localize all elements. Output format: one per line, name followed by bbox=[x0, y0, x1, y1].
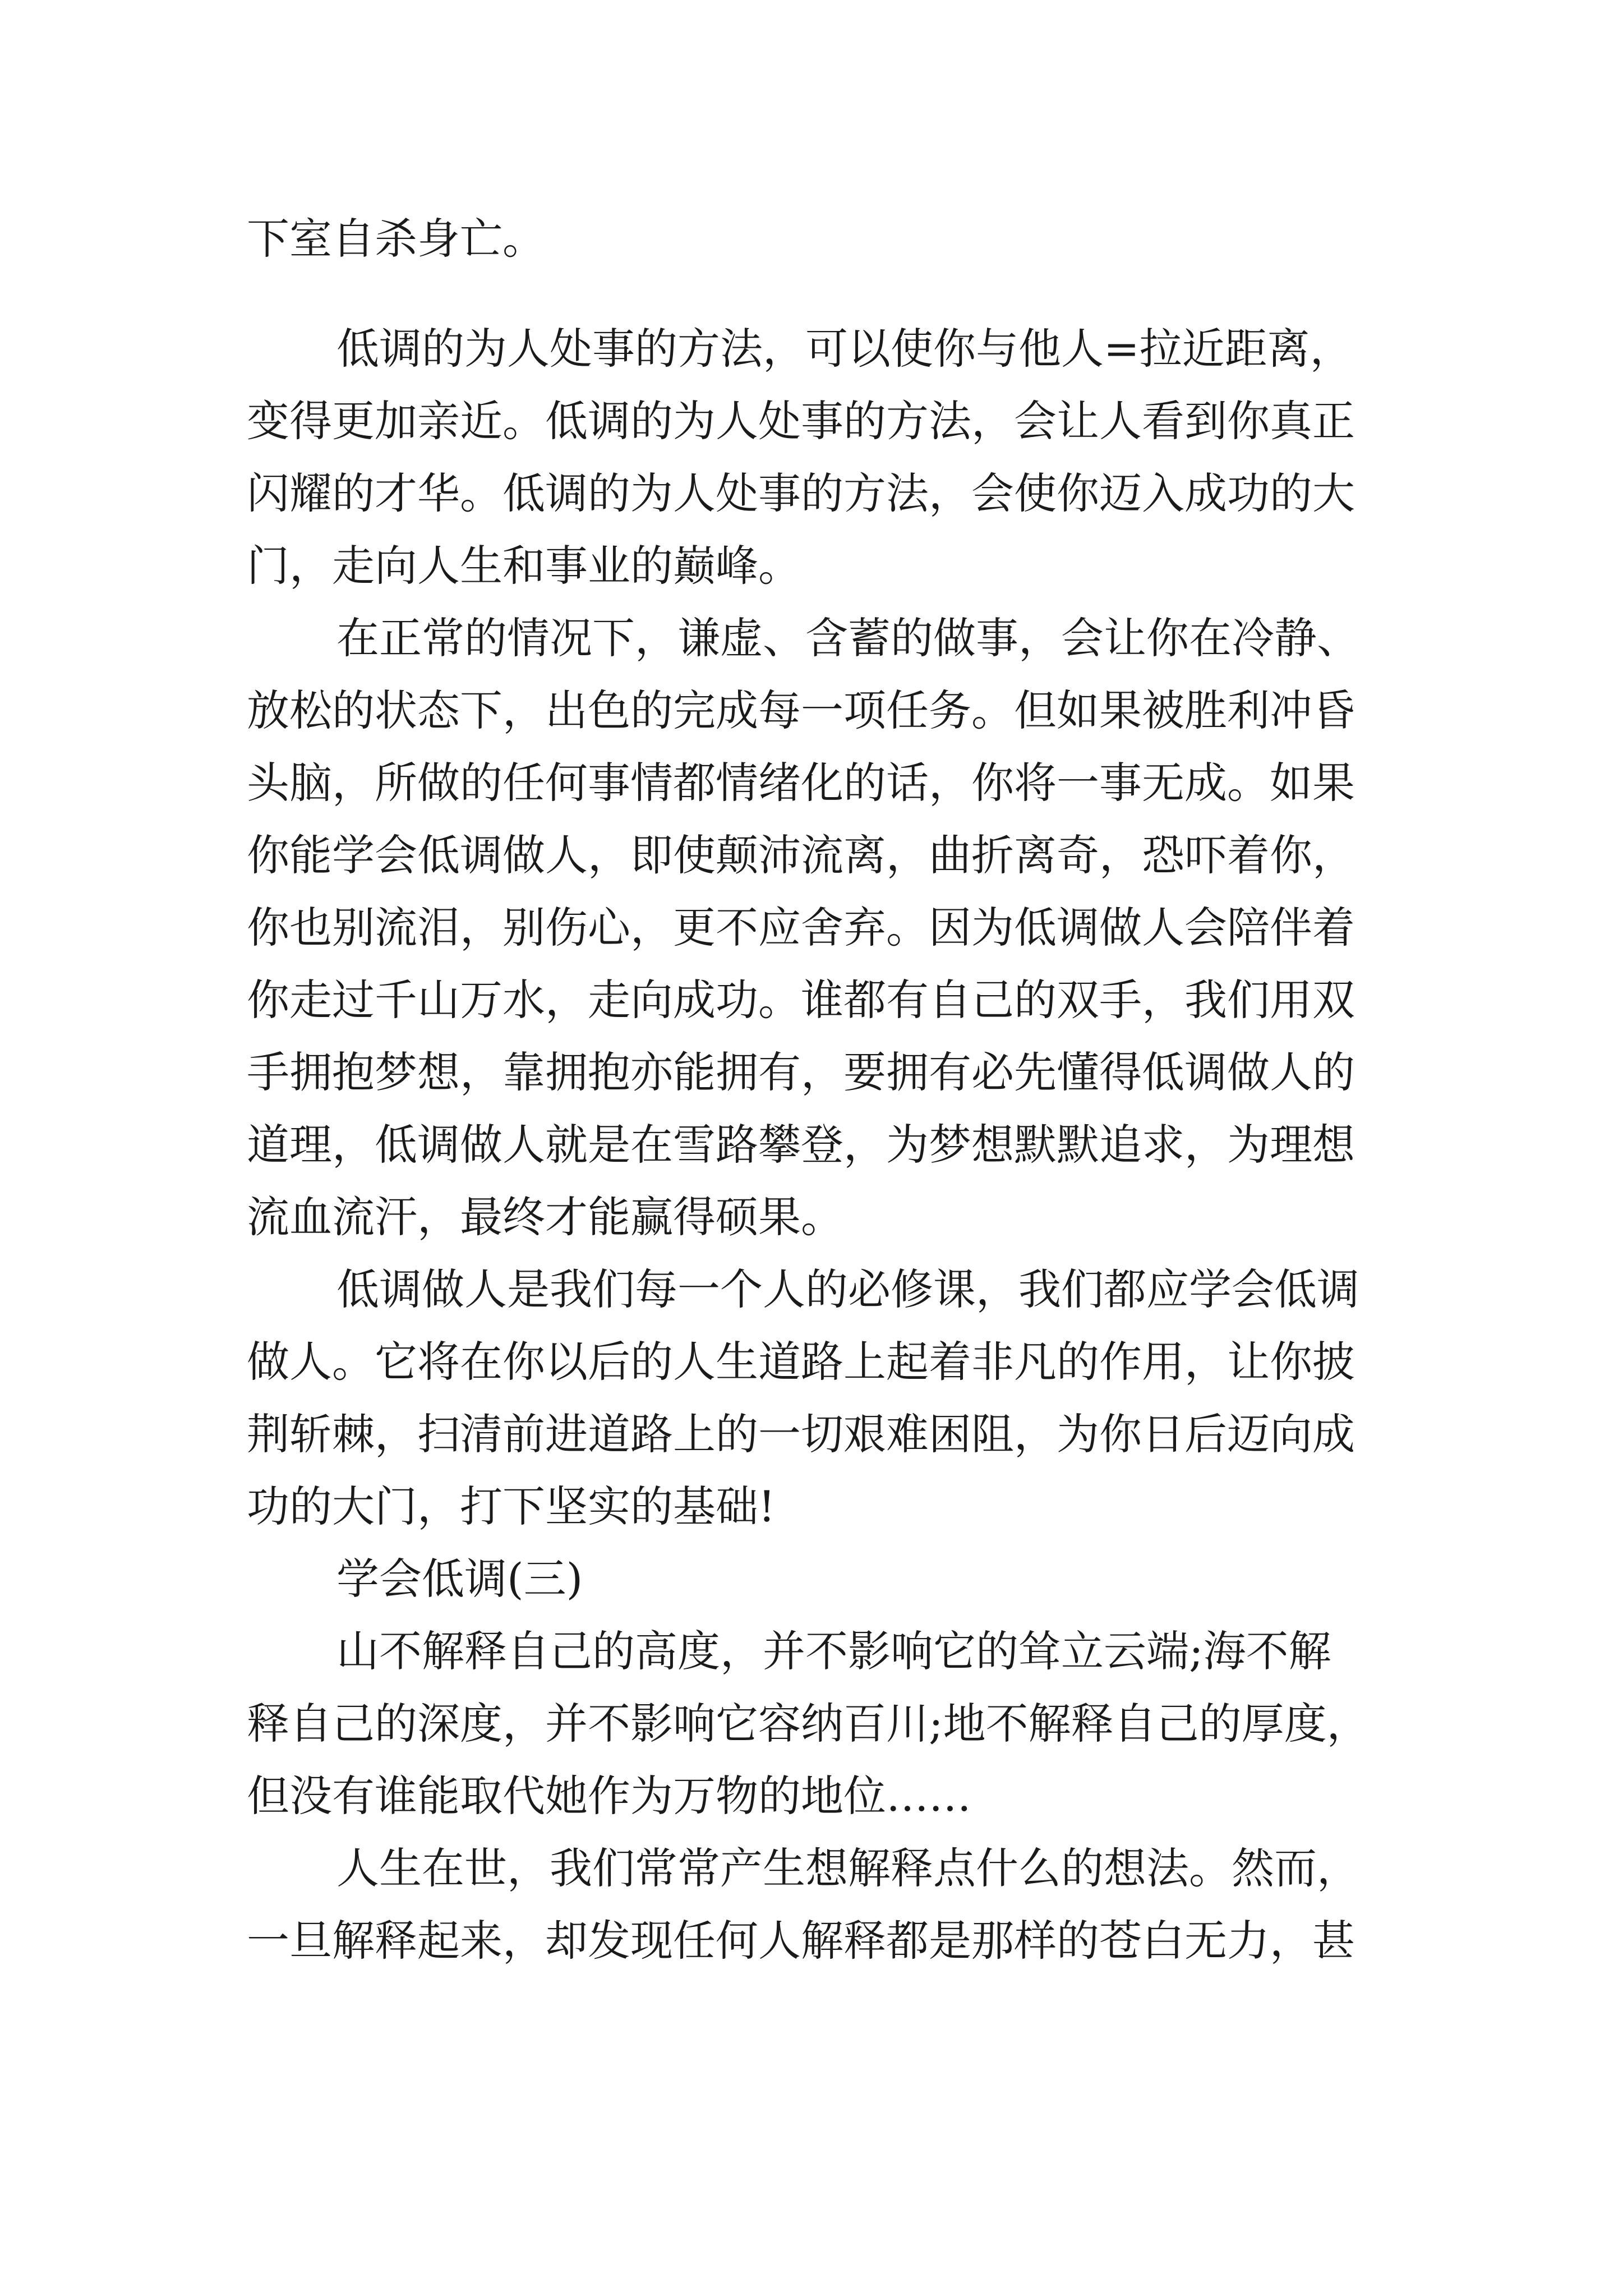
text-line: 山不解释自己的高度，并不影响它的耸立云端;海不解 bbox=[336, 1626, 1331, 1676]
text-line: 但没有谁能取代她作为万物的地位…… bbox=[247, 1771, 971, 1821]
text-line: 道理，低调做人就是在雪路攀登，为梦想默默追求，为理想 bbox=[247, 1120, 1355, 1170]
text-line: 头脑，所做的任何事情都情绪化的话，你将一事无成。如果 bbox=[247, 758, 1355, 808]
text-line: 你走过千山万水，走向成功。谁都有自己的双手，我们用双 bbox=[247, 975, 1355, 1025]
text-line: 流血流汗，最终才能赢得硕果。 bbox=[247, 1192, 843, 1242]
text-line: 放松的状态下，出色的完成每一项任务。但如果被胜利冲昏 bbox=[247, 685, 1355, 735]
text-line: 人生在世，我们常常产生想解释点什么的想法。然而， bbox=[336, 1843, 1359, 1893]
text-line: 一旦解释起来，却发现任何人解释都是那样的苍白无力，甚 bbox=[247, 1916, 1355, 1966]
text-line: 释自己的深度，并不影响它容纳百川;地不解释自己的厚度， bbox=[247, 1699, 1370, 1749]
text-line: 闪耀的才华。低调的为人处事的方法，会使你迈入成功的大 bbox=[247, 468, 1355, 518]
text-line: 手拥抱梦想，靠拥抱亦能拥有，要拥有必先懂得低调做人的 bbox=[247, 1047, 1355, 1097]
text-line: 变得更加亲近。低调的为人处事的方法，会让人看到你真正 bbox=[247, 396, 1355, 446]
text-line: 在正常的情况下，谦虚、含蓄的做事，会让你在冷静、 bbox=[336, 613, 1359, 663]
text-line: 功的大门，打下坚实的基础! bbox=[247, 1481, 776, 1531]
text-line: 门，走向人生和事业的巅峰。 bbox=[247, 541, 801, 591]
text-line: 低调的为人处事的方法，可以使你与他人=拉近距离， bbox=[336, 324, 1353, 374]
text-line: 你能学会低调做人，即使颠沛流离，曲折离奇，恐吓着你， bbox=[247, 830, 1355, 880]
text-line: 做人。它将在你以后的人生道路上起着非凡的作用，让你披 bbox=[247, 1337, 1355, 1387]
section-heading: 学会低调(三) bbox=[336, 1554, 583, 1604]
text-line: 低调做人是我们每一个人的必修课，我们都应学会低调 bbox=[336, 1264, 1359, 1314]
text-line: 你也别流泪，别伤心，更不应舍弃。因为低调做人会陪伴着 bbox=[247, 903, 1355, 953]
text-line: 下室自杀身亡。 bbox=[247, 214, 545, 264]
text-line: 荆斩棘，扫清前进道路上的一切艰难困阻，为你日后迈向成 bbox=[247, 1409, 1355, 1459]
